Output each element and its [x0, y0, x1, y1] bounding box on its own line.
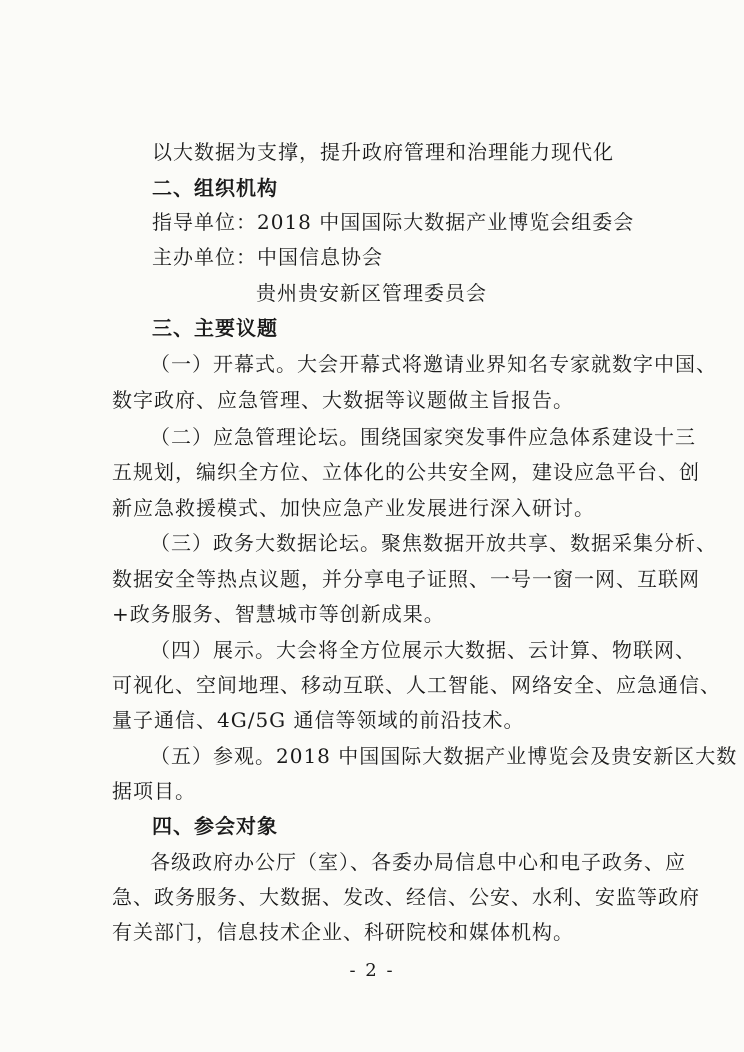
body-line: 指导单位：2018 中国国际大数据产业博览会组委会	[152, 210, 635, 234]
body-line: （三）政务大数据论坛。聚焦数据开放共享、数据采集分析、	[150, 531, 717, 555]
body-line: 数据安全等热点议题，并分享电子证照、一号一窗一网、互联网	[112, 567, 700, 591]
body-line: 量子通信、4G/5G 通信等领域的前沿技术。	[112, 708, 525, 732]
body-line: +政务服务、智慧城市等创新成果。	[112, 602, 445, 626]
body-line: 主办单位：中国信息协会	[152, 245, 383, 269]
body-line: 有关部门，信息技术企业、科研院校和媒体机构。	[112, 920, 574, 944]
page-number: - 2 -	[349, 960, 395, 981]
body-line: 可视化、空间地理、移动互联、人工智能、网络安全、应急通信、	[112, 673, 721, 697]
body-line: 五规划，编织全方位、立体化的公共安全网，建设应急平台、创	[112, 460, 700, 484]
body-line: 数字政府、应急管理、大数据等议题做主旨报告。	[112, 388, 574, 412]
section-heading-topics: 三、主要议题	[152, 316, 278, 340]
body-line: 急、政务服务、大数据、发改、经信、公安、水利、安监等政府	[112, 885, 700, 909]
section-heading-organization: 二、组织机构	[152, 176, 278, 200]
body-line: （四）展示。大会将全方位展示大数据、云计算、物联网、	[150, 638, 696, 662]
body-line: 据项目。	[112, 779, 196, 803]
body-line: （一）开幕式。大会开幕式将邀请业界知名专家就数字中国、	[150, 352, 717, 376]
body-line: 各级政府办公厅（室）、各委办局信息中心和电子政务、应	[150, 850, 686, 874]
body-line: 以大数据为支撑，提升政府管理和治理能力现代化	[152, 140, 614, 164]
body-line: 新应急救援模式、加快应急产业发展进行深入研讨。	[112, 496, 595, 520]
body-line: 贵州贵安新区管理委员会	[256, 281, 487, 305]
body-line: （二）应急管理论坛。围绕国家突发事件应急体系建设十三	[150, 425, 696, 449]
body-line: （五）参观。2018 中国国际大数据产业博览会及贵安新区大数	[150, 744, 738, 768]
section-heading-attendees: 四、参会对象	[152, 814, 278, 838]
